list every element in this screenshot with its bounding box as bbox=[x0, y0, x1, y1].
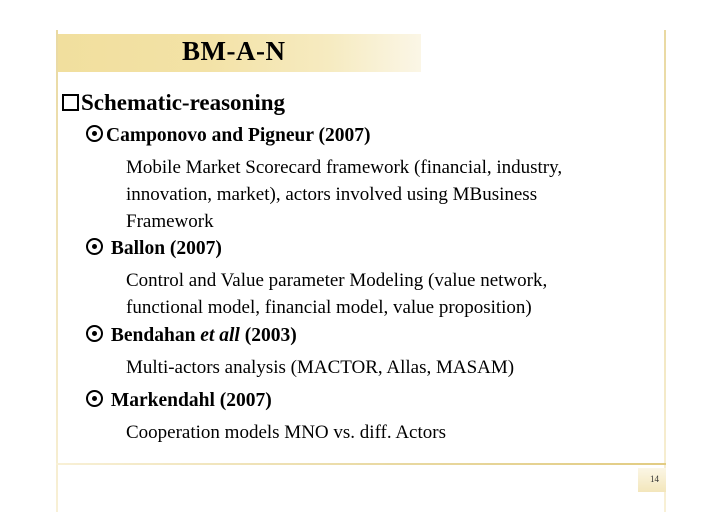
description-line: Mobile Market Scorecard framework (financial, industry, bbox=[126, 157, 563, 178]
footer-rule bbox=[56, 463, 666, 465]
description-line: Control and Value parameter Modeling (value network, bbox=[126, 270, 548, 291]
reference-bendahan-description bbox=[126, 354, 514, 381]
circle-bullet-icon bbox=[86, 390, 103, 407]
page-number: 14 bbox=[650, 474, 659, 484]
circle-bullet-icon bbox=[86, 125, 103, 142]
reference-name-italic: et all bbox=[200, 325, 240, 346]
description-line: functional model, financial model, value proposition) bbox=[126, 297, 532, 318]
description-line: innovation, market), actors involved using MBusiness bbox=[126, 184, 538, 205]
reference-ballon-description bbox=[126, 267, 547, 321]
reference-camponovo bbox=[86, 125, 371, 147]
right-edge-rule bbox=[664, 30, 666, 512]
slide-title: BM-A-N bbox=[182, 36, 286, 66]
reference-name: Bendahan bbox=[110, 325, 201, 346]
reference-ballon bbox=[86, 238, 222, 260]
reference-name: Ballon (2007) bbox=[110, 238, 222, 259]
reference-markendahl bbox=[86, 390, 272, 412]
description-line: Multi-actors analysis (MACTOR, Allas, MASAM) bbox=[126, 357, 515, 378]
checkbox-bullet-icon bbox=[62, 94, 79, 111]
main-heading-text: Schematic-reasoning bbox=[81, 90, 286, 115]
main-heading bbox=[62, 90, 285, 116]
reference-name: Markendahl (2007) bbox=[110, 390, 272, 411]
circle-bullet-icon bbox=[86, 238, 103, 255]
circle-bullet-icon bbox=[86, 325, 103, 342]
reference-bendahan bbox=[86, 325, 297, 347]
reference-year: (2003) bbox=[239, 325, 297, 346]
reference-name: Camponovo and Pigneur (2007) bbox=[106, 125, 371, 146]
reference-camponovo-description bbox=[126, 154, 562, 235]
reference-markendahl-description bbox=[126, 419, 446, 446]
description-line: Cooperation models MNO vs. diff. Actors bbox=[126, 422, 446, 443]
description-line: Framework bbox=[126, 211, 214, 232]
left-edge-rule bbox=[56, 30, 58, 512]
